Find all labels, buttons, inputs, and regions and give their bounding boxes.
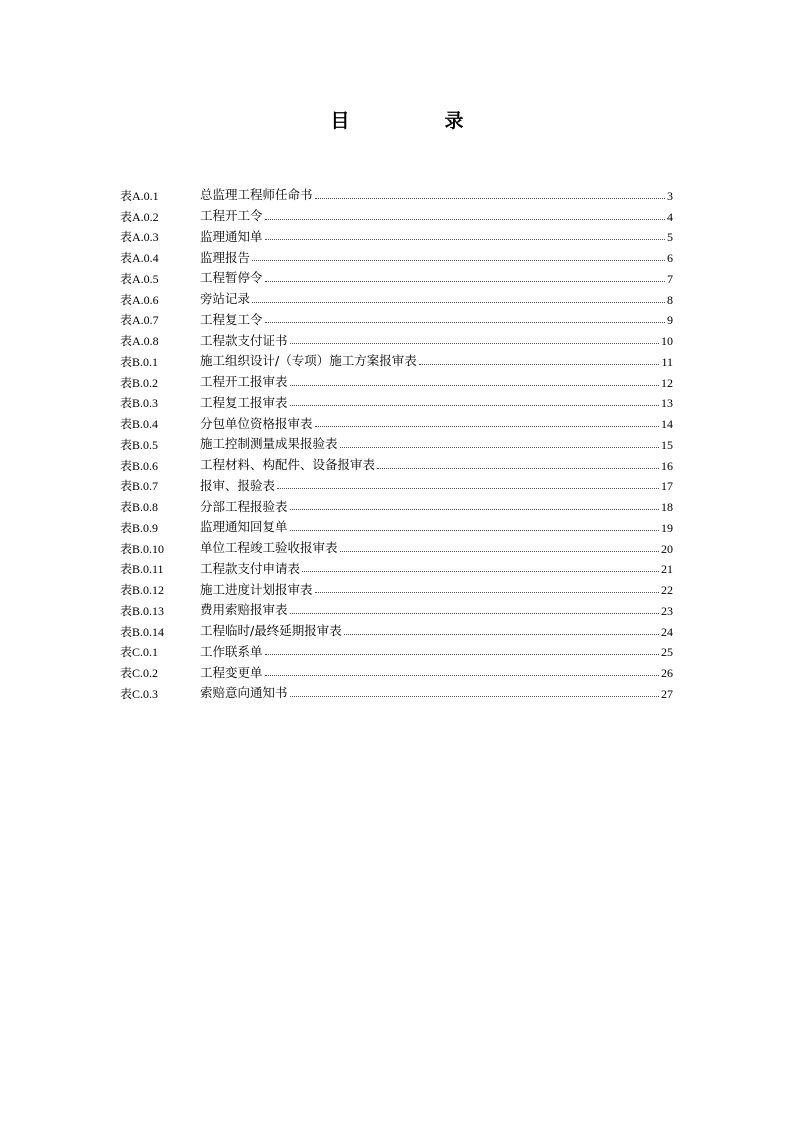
toc-entry[interactable]: [120, 264, 673, 285]
toc-entry-page-number: 19: [661, 520, 673, 535]
toc-entry-page-number: 3: [667, 188, 673, 203]
toc-entry[interactable]: [120, 534, 673, 555]
toc-dot-leader: [252, 301, 665, 303]
toc-dot-leader: [290, 508, 659, 510]
toc-entry-title: 监理通知单: [200, 228, 263, 244]
toc-entry-page-number: 12: [661, 375, 673, 390]
toc-entry-page-number: 6: [667, 251, 673, 265]
toc-entry-page-number: 21: [661, 562, 673, 577]
toc-dot-leader: [290, 529, 659, 531]
toc-dot-leader: [344, 633, 659, 635]
toc-dot-leader: [290, 404, 659, 406]
toc-entry-title: 施工进度计划报审表: [200, 581, 313, 597]
toc-entry[interactable]: [120, 513, 673, 534]
toc-entry[interactable]: [120, 389, 673, 410]
toc-dot-leader: [252, 259, 665, 261]
toc-entry-page-number: 25: [661, 645, 673, 660]
toc-dot-leader: [377, 467, 659, 469]
toc-entry-title: 工程暂停令: [200, 270, 263, 286]
toc-entry-title: 施工组织设计/（专项）施工方案报审表: [200, 353, 417, 369]
toc-entry-code: 表B.0.12: [120, 583, 165, 597]
toc-entry-code: 表B.0.8: [120, 500, 159, 514]
toc-dot-leader: [290, 612, 659, 614]
toc-dot-leader: [419, 363, 660, 365]
page-title: 目 录: [330, 110, 502, 132]
toc-entry[interactable]: [120, 285, 673, 306]
toc-entry-code: 表C.0.2: [120, 666, 159, 680]
toc-entry[interactable]: [120, 472, 673, 493]
toc-entry-page-number: 27: [661, 686, 673, 701]
toc-entry-code: 表C.0.1: [120, 645, 159, 660]
toc-entry-code: 表A.0.7: [120, 313, 159, 328]
toc-entry-title: 监理报告: [200, 249, 251, 265]
toc-dot-leader: [315, 197, 665, 199]
toc-entry[interactable]: [120, 492, 673, 513]
toc-entry[interactable]: [120, 202, 673, 223]
toc-entry-page-number: 9: [667, 313, 673, 328]
toc-entry-code: 表A.0.2: [120, 209, 159, 224]
toc-entry[interactable]: [120, 223, 673, 244]
toc-entry-code: 表B.0.4: [120, 417, 159, 431]
toc-entry-title: 监理通知回复单: [200, 519, 288, 535]
toc-entry-title: 报审、报验表: [200, 477, 276, 493]
toc-entry-title: 工程复工报审表: [200, 394, 288, 410]
toc-entry[interactable]: [120, 679, 673, 700]
toc-entry-title: 工程款支付证书: [200, 332, 288, 348]
toc-entry[interactable]: [120, 409, 673, 430]
toc-entry-title: 分部工程报验表: [200, 498, 288, 514]
toc-dot-leader: [265, 238, 665, 240]
toc-dot-leader: [277, 487, 659, 489]
toc-entry-page-number: 7: [667, 271, 673, 286]
toc-entry-page-number: 22: [661, 583, 673, 597]
toc-entry-code: 表B.0.1: [120, 354, 159, 369]
toc-entry-title: 索赔意向通知书: [200, 685, 288, 701]
toc-entry-title: 单位工程竣工验收报审表: [200, 540, 338, 555]
toc-entry-code: 表B.0.13: [120, 603, 165, 618]
toc-entry-page-number: 23: [661, 603, 673, 618]
toc-entry-title: 工程开工令: [200, 208, 263, 223]
toc-entry-page-number: 26: [661, 666, 673, 680]
toc-entry-code: 表B.0.10: [120, 541, 165, 556]
toc-entry-page-number: 14: [661, 417, 673, 431]
toc-dot-leader: [290, 342, 659, 344]
toc-entry-page-number: 16: [661, 458, 673, 473]
toc-dot-leader: [340, 550, 659, 552]
toc-entry-title: 工程材料、构配件、设备报审表: [200, 457, 376, 472]
toc-entry-code: 表B.0.2: [120, 375, 159, 390]
toc-entry-title: 工程开工报审表: [200, 374, 288, 389]
toc-entry[interactable]: [120, 555, 673, 576]
toc-dot-leader: [315, 425, 659, 427]
toc-entry[interactable]: [120, 596, 673, 617]
toc-entry-title: 总监理工程师任命书: [200, 187, 313, 203]
toc-dot-leader: [265, 218, 665, 220]
toc-entry[interactable]: [120, 451, 673, 472]
toc-entry-code: 表B.0.9: [120, 520, 159, 535]
toc-entry-code: 表A.0.4: [120, 251, 159, 265]
toc-entry-title: 工程变更单: [200, 664, 263, 680]
toc-entry-title: 施工控制测量成果报验表: [200, 436, 338, 452]
table-of-contents: [120, 181, 673, 700]
toc-entry-title: 旁站记录: [200, 291, 251, 306]
toc-entry[interactable]: [120, 638, 673, 659]
toc-entry[interactable]: [120, 326, 673, 347]
toc-entry-code: 表A.0.5: [120, 271, 159, 286]
toc-entry-code: 表B.0.7: [120, 479, 159, 494]
toc-entry[interactable]: [120, 575, 673, 596]
toc-entry-title: 工程款支付申请表: [200, 560, 301, 576]
toc-entry-page-number: 17: [661, 479, 673, 494]
toc-entry-page-number: 4: [667, 209, 673, 224]
toc-entry-page-number: 8: [667, 292, 673, 307]
toc-entry-code: 表A.0.8: [120, 334, 159, 348]
toc-entry[interactable]: [120, 368, 673, 389]
toc-dot-leader: [315, 591, 659, 593]
toc-entry[interactable]: [120, 617, 673, 638]
toc-entry[interactable]: [120, 243, 673, 264]
toc-entry-code: 表B.0.6: [120, 458, 159, 473]
toc-entry-page-number: 13: [661, 396, 673, 411]
toc-entry[interactable]: [120, 658, 673, 679]
toc-entry-page-number: 24: [661, 624, 673, 639]
toc-entry-page-number: 5: [667, 230, 673, 245]
toc-entry-page-number: 10: [661, 334, 673, 348]
toc-entry-title: 工程临时/最终延期报审表: [200, 623, 342, 638]
toc-entry-code: 表A.0.3: [120, 230, 159, 245]
toc-entry[interactable]: [120, 306, 673, 327]
toc-entry-page-number: 15: [661, 437, 673, 452]
toc-entry[interactable]: [120, 347, 673, 368]
toc-dot-leader: [265, 321, 665, 323]
toc-entry-page-number: 11: [661, 354, 673, 369]
toc-entry-code: 表B.0.14: [120, 624, 165, 639]
toc-entry-title: 分包单位资格报审表: [200, 415, 313, 431]
toc-dot-leader: [290, 695, 659, 697]
toc-entry-code: 表A.0.6: [120, 292, 159, 307]
toc-entry-title: 工作联系单: [200, 643, 263, 659]
toc-dot-leader: [265, 280, 665, 282]
toc-entry-code: 表B.0.11: [120, 562, 164, 577]
toc-entry-page-number: 18: [661, 500, 673, 514]
toc-entry[interactable]: [120, 430, 673, 451]
toc-entry-page-number: 20: [661, 541, 673, 556]
toc-entry-title: 工程复工令: [200, 311, 263, 327]
toc-dot-leader: [290, 384, 659, 386]
toc-entry-code: 表B.0.3: [120, 396, 159, 411]
toc-entry-code: 表C.0.3: [120, 686, 159, 701]
toc-dot-leader: [302, 570, 659, 572]
toc-entry-code: 表B.0.5: [120, 437, 159, 452]
toc-entry-title: 费用索赔报审表: [200, 602, 288, 618]
toc-entry-code: 表A.0.1: [120, 188, 159, 203]
toc-dot-leader: [265, 674, 659, 676]
toc-dot-leader: [340, 446, 659, 448]
toc-entry[interactable]: [120, 181, 673, 202]
toc-dot-leader: [265, 653, 659, 655]
